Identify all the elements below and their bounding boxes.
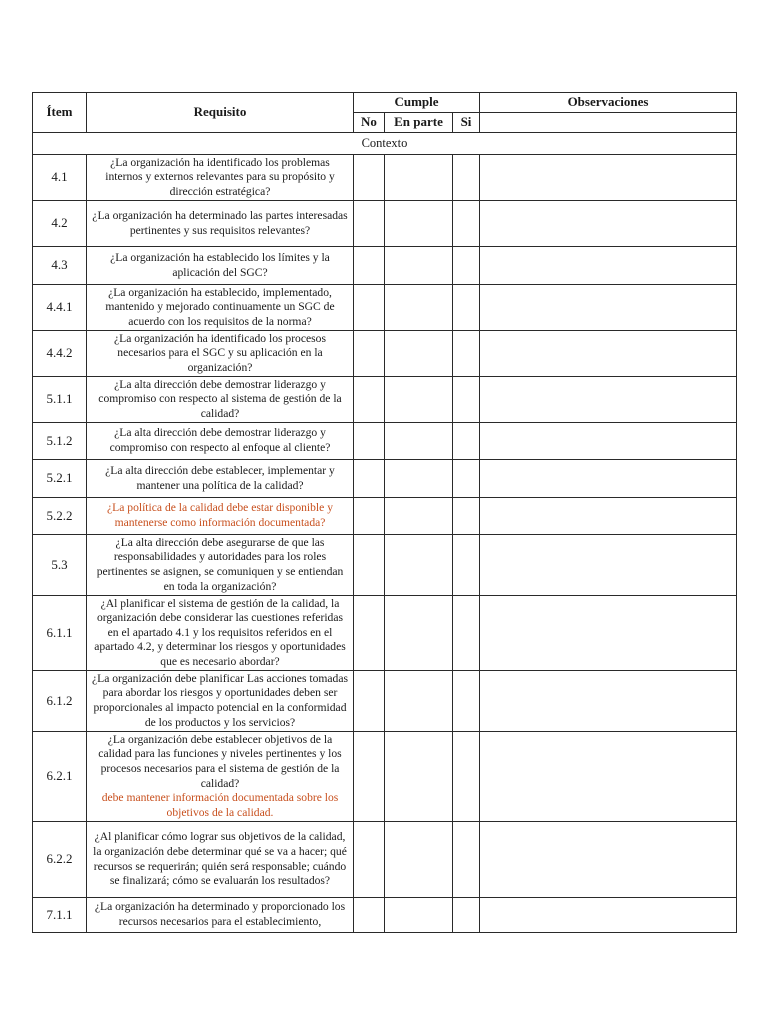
row-requisito: ¿La organización ha determinado y proporcionado los recursos necesarios para el establecimiento, bbox=[87, 898, 354, 933]
cell-si[interactable] bbox=[453, 201, 480, 247]
row-item: 4.1 bbox=[33, 155, 87, 201]
section-contexto: Contexto bbox=[33, 133, 737, 155]
table-row bbox=[33, 898, 737, 933]
cell-observaciones[interactable] bbox=[480, 498, 737, 535]
header-requisito: Requisito bbox=[87, 93, 354, 133]
row-item: 5.3 bbox=[33, 535, 87, 596]
cell-observaciones[interactable] bbox=[480, 535, 737, 596]
table-row bbox=[33, 201, 737, 247]
cell-si[interactable] bbox=[453, 460, 480, 498]
cell-observaciones[interactable] bbox=[480, 285, 737, 331]
cell-si[interactable] bbox=[453, 822, 480, 898]
row-item: 6.2.1 bbox=[33, 732, 87, 822]
table-row bbox=[33, 423, 737, 460]
cell-en-parte[interactable] bbox=[385, 535, 453, 596]
cell-si[interactable] bbox=[453, 423, 480, 460]
row-requisito: ¿La organización ha establecido, implementado, mantenido y mejorado continuamente un SGC de acuerdo con los requisitos de la norma? bbox=[87, 285, 354, 331]
cell-en-parte[interactable] bbox=[385, 331, 453, 377]
row-requisito: ¿La organización debe planificar Las acciones tomadas para abordar los riesgos y oportunidades deben ser proporcionales al impacto potencial en la conformidad de los productos y los servicios? bbox=[87, 671, 354, 732]
table-row bbox=[33, 247, 737, 285]
cell-no[interactable] bbox=[354, 732, 385, 822]
row-requisito: ¿La organización ha identificado los procesos necesarios para el SGC y su aplicación en la organización? bbox=[87, 331, 354, 377]
row-requisito: ¿La alta dirección debe asegurarse de que las responsabilidades y autoridades para los roles pertinentes se asignen, se comuniquen y se entiendan en toda la organización? bbox=[87, 535, 354, 596]
cell-si[interactable] bbox=[453, 331, 480, 377]
cell-en-parte[interactable] bbox=[385, 732, 453, 822]
row-requisito: ¿La organización ha determinado las partes interesadas pertinentes y sus requisitos relevantes? bbox=[87, 201, 354, 247]
cell-no[interactable] bbox=[354, 423, 385, 460]
cell-no[interactable] bbox=[354, 822, 385, 898]
row-requisito-cell bbox=[87, 732, 354, 822]
row-item: 4.3 bbox=[33, 247, 87, 285]
cell-no[interactable] bbox=[354, 671, 385, 732]
cell-no[interactable] bbox=[354, 498, 385, 535]
header-observaciones-blank bbox=[480, 113, 737, 133]
cell-observaciones[interactable] bbox=[480, 732, 737, 822]
row-item: 5.1.1 bbox=[33, 377, 87, 423]
cell-no[interactable] bbox=[354, 460, 385, 498]
cell-observaciones[interactable] bbox=[480, 377, 737, 423]
row-requisito: ¿La organización debe establecer objetivos de la calidad para las funciones y niveles pertinentes y los procesos necesarios para el sistema de gestión de la calidad? bbox=[98, 732, 342, 790]
cell-no[interactable] bbox=[354, 898, 385, 933]
cell-si[interactable] bbox=[453, 898, 480, 933]
header-item: Ítem bbox=[33, 93, 87, 133]
table-row bbox=[33, 596, 737, 671]
table-row bbox=[33, 460, 737, 498]
cell-en-parte[interactable] bbox=[385, 596, 453, 671]
table-row bbox=[33, 331, 737, 377]
cell-si[interactable] bbox=[453, 498, 480, 535]
cell-observaciones[interactable] bbox=[480, 671, 737, 732]
row-item: 6.1.1 bbox=[33, 596, 87, 671]
cell-observaciones[interactable] bbox=[480, 898, 737, 933]
cell-si[interactable] bbox=[453, 377, 480, 423]
row-item: 5.1.2 bbox=[33, 423, 87, 460]
cell-si[interactable] bbox=[453, 535, 480, 596]
cell-no[interactable] bbox=[354, 377, 385, 423]
cell-no[interactable] bbox=[354, 285, 385, 331]
cell-si[interactable] bbox=[453, 596, 480, 671]
cell-en-parte[interactable] bbox=[385, 285, 453, 331]
table-row bbox=[33, 498, 737, 535]
row-requisito: ¿La alta dirección debe demostrar liderazgo y compromiso con respecto al sistema de gestión de la calidad? bbox=[87, 377, 354, 423]
row-requisito: ¿Al planificar el sistema de gestión de la calidad, la organización debe considerar las cuestiones referidas en el apartado 4.1 y los requisitos referidos en el apartado 4.2, y determinar los riesgos y oportunidades que es necesario abordar? bbox=[87, 596, 354, 671]
row-item: 4.4.1 bbox=[33, 285, 87, 331]
cell-en-parte[interactable] bbox=[385, 898, 453, 933]
checklist-table bbox=[32, 92, 737, 933]
row-item: 4.4.2 bbox=[33, 331, 87, 377]
row-requisito-note: debe mantener información documentada sobre los objetivos de la calidad. bbox=[101, 791, 339, 819]
cell-observaciones[interactable] bbox=[480, 201, 737, 247]
cell-en-parte[interactable] bbox=[385, 423, 453, 460]
cell-observaciones[interactable] bbox=[480, 247, 737, 285]
row-item: 4.2 bbox=[33, 201, 87, 247]
header-observaciones: Observaciones bbox=[480, 93, 737, 113]
cell-no[interactable] bbox=[354, 247, 385, 285]
table-row bbox=[33, 155, 737, 201]
row-item: 6.1.2 bbox=[33, 671, 87, 732]
row-requisito: ¿Al planificar cómo lograr sus objetivos de la calidad, la organización debe determinar qué se va a hacer; qué recursos se requerirán; quién será responsable; cuándo se finalizará; cómo se evaluarán los resultados? bbox=[87, 822, 354, 898]
cell-no[interactable] bbox=[354, 331, 385, 377]
row-requisito: ¿La organización ha establecido los límites y la aplicación del SGC? bbox=[87, 247, 354, 285]
row-requisito: ¿La organización ha identificado los problemas internos y externos relevantes para su propósito y dirección estratégica? bbox=[87, 155, 354, 201]
cell-si[interactable] bbox=[453, 732, 480, 822]
cell-en-parte[interactable] bbox=[385, 201, 453, 247]
header-en-parte: En parte bbox=[385, 113, 453, 133]
row-item: 7.1.1 bbox=[33, 898, 87, 933]
row-item: 5.2.1 bbox=[33, 460, 87, 498]
cell-en-parte[interactable] bbox=[385, 822, 453, 898]
cell-observaciones[interactable] bbox=[480, 596, 737, 671]
row-item: 6.2.2 bbox=[33, 822, 87, 898]
cell-observaciones[interactable] bbox=[480, 423, 737, 460]
cell-en-parte[interactable] bbox=[385, 498, 453, 535]
cell-observaciones[interactable] bbox=[480, 155, 737, 201]
cell-no[interactable] bbox=[354, 535, 385, 596]
cell-en-parte[interactable] bbox=[385, 155, 453, 201]
cell-si[interactable] bbox=[453, 247, 480, 285]
header-no: No bbox=[354, 113, 385, 133]
cell-observaciones[interactable] bbox=[480, 822, 737, 898]
row-requisito: ¿La alta dirección debe establecer, implementar y mantener una política de la calidad? bbox=[87, 460, 354, 498]
table-row bbox=[33, 671, 737, 732]
table-row bbox=[33, 377, 737, 423]
cell-en-parte[interactable] bbox=[385, 460, 453, 498]
header-cumple: Cumple bbox=[354, 93, 480, 113]
cell-no[interactable] bbox=[354, 596, 385, 671]
table-row bbox=[33, 732, 737, 822]
cell-observaciones[interactable] bbox=[480, 460, 737, 498]
cell-observaciones[interactable] bbox=[480, 331, 737, 377]
cell-no[interactable] bbox=[354, 155, 385, 201]
cell-en-parte[interactable] bbox=[385, 377, 453, 423]
table-row bbox=[33, 535, 737, 596]
row-requisito: ¿La alta dirección debe demostrar liderazgo y compromiso con respecto al enfoque al cliente? bbox=[87, 423, 354, 460]
row-requisito-highlighted: ¿La política de la calidad debe estar disponible y mantenerse como información documentada? bbox=[87, 498, 354, 535]
header-si: Si bbox=[453, 113, 480, 133]
cell-en-parte[interactable] bbox=[385, 247, 453, 285]
cell-si[interactable] bbox=[453, 285, 480, 331]
table-row bbox=[33, 822, 737, 898]
cell-si[interactable] bbox=[453, 671, 480, 732]
row-item: 5.2.2 bbox=[33, 498, 87, 535]
cell-si[interactable] bbox=[453, 155, 480, 201]
table-row bbox=[33, 285, 737, 331]
cell-en-parte[interactable] bbox=[385, 671, 453, 732]
cell-no[interactable] bbox=[354, 201, 385, 247]
